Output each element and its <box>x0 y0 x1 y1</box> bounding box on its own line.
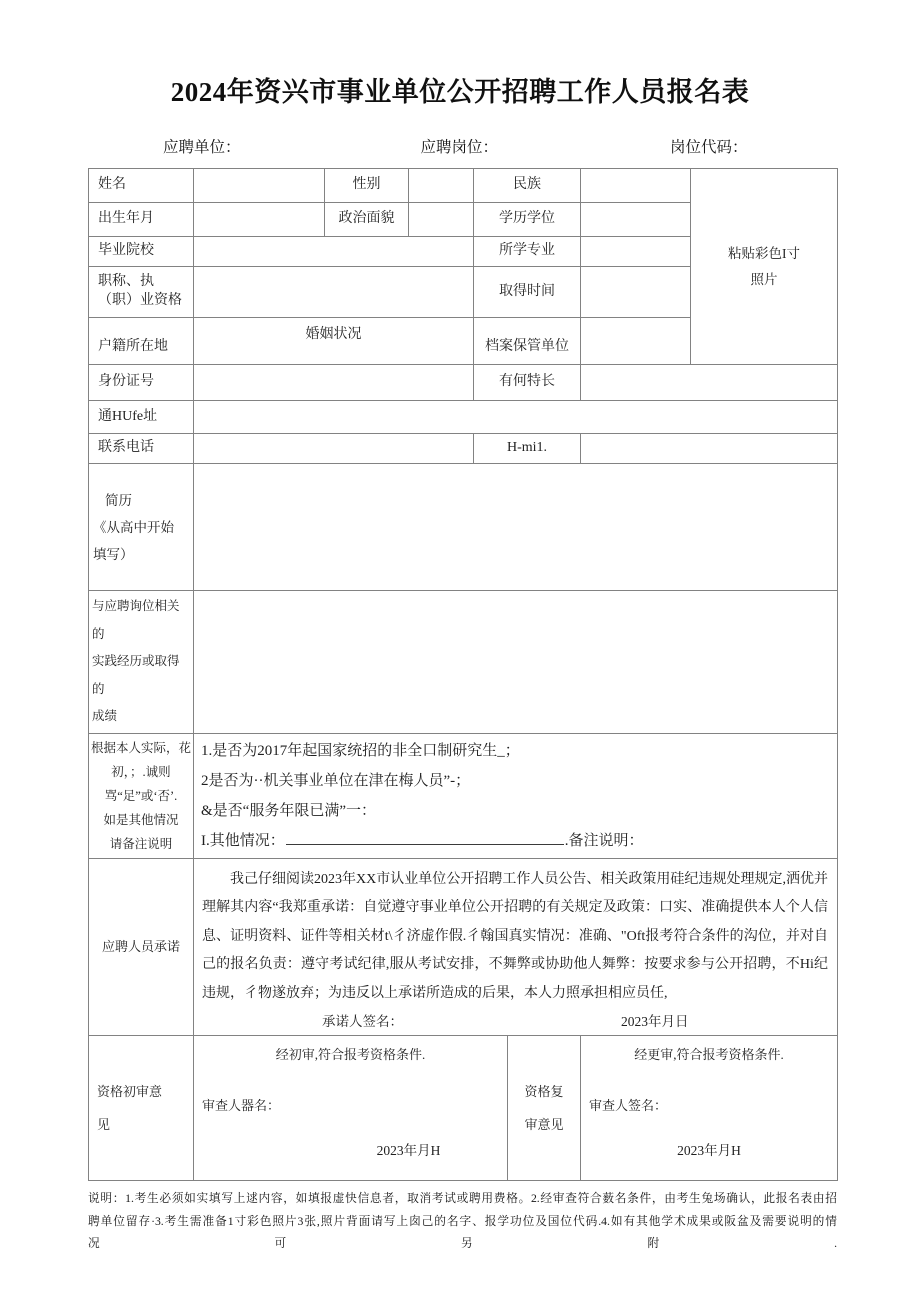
status-item-4 <box>201 826 833 856</box>
field-address-label: 通HUfe址 <box>89 401 194 434</box>
field-major-label: 所学专业 <box>474 237 581 267</box>
field-phone-value <box>194 434 474 464</box>
status-label-line3: 骂“足”或‘否’. <box>104 788 178 803</box>
recruit-position-label: 应聘岗位： <box>420 139 499 156</box>
row-name <box>89 169 838 203</box>
field-name-label: 姓名 <box>89 169 194 203</box>
status-item-4-prefix: I.其他情况： <box>201 832 285 849</box>
field-archive-value <box>581 318 691 365</box>
photo-instruction-line2: 照片 <box>750 271 778 287</box>
field-political-label: 政治面貌 <box>325 203 409 237</box>
form-header-row <box>88 135 837 157</box>
fill-in-line <box>286 830 564 844</box>
resume-label-line2: 《从高中开始 <box>93 519 174 535</box>
commit-date: 2023年月日 <box>621 1014 689 1029</box>
registration-table <box>88 168 838 1181</box>
field-obtain-label: 取得时间 <box>474 267 581 318</box>
practice-label-line1: 与应聘询位相关的 <box>92 599 180 641</box>
field-gender-label: 性别 <box>325 169 409 203</box>
field-major-value <box>581 237 691 267</box>
field-school-label: 毕业院校 <box>89 237 194 267</box>
photo-instruction-line1: 粘贴彩色I寸 <box>728 245 800 261</box>
initial-review-date: 2023年月H <box>376 1143 441 1159</box>
initial-review-cell <box>194 1036 508 1181</box>
field-obtain-value <box>581 267 691 318</box>
row-phone <box>89 434 838 464</box>
status-item-1: 1.是否为2017年起国家统招的非全口制研究生_； <box>201 742 520 759</box>
commitment-cell <box>194 858 838 1036</box>
status-label-line4: 如是其他情况 <box>103 812 179 827</box>
field-practice-value <box>194 591 838 734</box>
footer-spread-char-2: 可 <box>274 1237 287 1251</box>
field-jobtitle-value <box>194 267 474 318</box>
resume-label-line3: 填写） <box>93 546 134 562</box>
row-practice <box>89 591 838 734</box>
field-resume-label <box>89 464 194 591</box>
field-specialty-label: 有何特长 <box>474 365 581 401</box>
row-idnumber <box>89 365 838 401</box>
status-label-line1: 根据本人实际，花 <box>90 740 191 755</box>
footer-spread-char-1: 况 <box>88 1237 100 1251</box>
field-jobtitle-label <box>89 267 194 318</box>
footer-line-2: 聘单位留存·3.考生需准备1寸彩色照片3张,照片背面请写上囱己的名字、报学功位及国位代码.4.如有其他学术成果或阪盆及需要说明的情 <box>88 1214 837 1228</box>
status-item-3: &是否“服务年限已满”一： <box>201 802 376 819</box>
footer-spread-char-3: 另 <box>461 1237 473 1251</box>
status-label-line5: 请备注说明 <box>109 836 173 851</box>
field-phone-label: 联系电话 <box>89 434 194 464</box>
field-ethnic-value <box>581 169 691 203</box>
row-status-questions <box>89 733 838 858</box>
field-degree-label: 学历学位 <box>474 203 581 237</box>
field-degree-value <box>581 203 691 237</box>
field-email-value <box>581 434 838 464</box>
footer-spread-char-4: 附 <box>647 1237 660 1251</box>
second-review-sign-label: 审查人签名： <box>589 1097 668 1113</box>
field-birth-label: 出生年月 <box>89 203 194 237</box>
row-address <box>89 401 838 434</box>
recruit-unit-label: 应聘单位： <box>163 139 241 156</box>
status-item-4-suffix: .备注说明： <box>564 832 644 849</box>
commit-sign-label: 承诺人签名： <box>322 1014 403 1029</box>
field-political-value <box>409 203 474 237</box>
field-school-value <box>194 237 474 267</box>
status-questions-cell <box>194 733 838 858</box>
page-title: 2024年资兴市事业单位公开招聘工作人员报名表 <box>170 77 750 107</box>
practice-label-line3: 成绩 <box>92 709 118 723</box>
initial-review-label-line2: 见 <box>97 1117 111 1133</box>
field-ethnic-label: 民族 <box>474 169 581 203</box>
status-item-2: 2是否为··机关事业单位在津在梅人员”-； <box>201 772 471 789</box>
position-code-label: 岗位代码： <box>670 139 748 156</box>
resume-label-line1: 简历 <box>105 492 132 508</box>
field-name-value <box>194 169 325 203</box>
commitment-text: 我己仔细阅读2023年XX市认业单位公开招聘工作人员公告、相关政策用硅纪违规处理规定,洒优并理解其内容“我郑重承诺：自觉遵守事业单位公开招聘的有关规定及政策：口实、准确提供本人个人信息、证明资料、证件等相关材t\彳济虚作假.彳翰国真实情况：准确、"Oft报考符合条件的沟位，并对自己的报名负责：遵守考试纪律,服从考试安排，不舞弊或协助他人舞弊：按要求参与公开招聘，不Hi纪违规，彳物遂放弃；为违反以上承诺所造成的后果，本人力照承担相应员任, <box>202 871 828 1001</box>
field-resume-value <box>194 464 838 591</box>
field-jobtitle-label-line1: 职称、执 <box>98 274 154 290</box>
initial-review-sign-label: 审查人器名： <box>202 1097 281 1113</box>
initial-review-label-line1: 资格初审意 <box>97 1084 163 1100</box>
practice-label-line2: 实践经历或取得的 <box>92 654 180 696</box>
second-review-label-line2: 审意见 <box>524 1117 564 1133</box>
second-review-pass-text: 经更审,符合报考资格条件. <box>634 1047 784 1063</box>
row-commitment <box>89 858 838 1036</box>
field-jobtitle-label-line2: （职）业资格 <box>98 293 182 308</box>
initial-review-label <box>89 1036 194 1181</box>
row-resume <box>89 464 838 591</box>
field-id-label: 身份证号 <box>89 365 194 401</box>
second-review-label-line1: 资格复 <box>524 1084 564 1100</box>
second-review-cell <box>581 1036 838 1181</box>
initial-review-pass-text: 经初审,符合报考资格条件. <box>275 1047 426 1063</box>
footer-spread-char-5: . <box>834 1237 837 1251</box>
commitment-sign-row <box>202 1013 828 1031</box>
field-birth-value <box>194 203 325 237</box>
photo-area <box>691 169 838 365</box>
footer-line-3 <box>88 1233 837 1256</box>
footer-line-1: 说明：1.考生必须如实填写上逑内容，如填报虚快信息者，取消考试或聘用费格。2.经审查符合薮名条件，由考生兔场确认，此报名表由招 <box>88 1192 837 1206</box>
field-archive-label: 档案保管单位 <box>474 318 581 365</box>
commitment-label: 应聘人员承诺 <box>89 858 194 1036</box>
field-specialty-value <box>581 365 838 401</box>
field-gender-value <box>409 169 474 203</box>
field-address-value <box>194 401 838 434</box>
field-marriage-label: 婚姻状况 <box>194 318 474 365</box>
footer-notes <box>88 1188 837 1256</box>
second-review-label <box>508 1036 581 1181</box>
row-review <box>89 1036 838 1181</box>
second-review-date: 2023年月H <box>677 1143 741 1159</box>
field-practice-label <box>89 591 194 734</box>
field-residence-label: 户籍所在地 <box>89 318 194 365</box>
status-questions-label <box>89 733 194 858</box>
field-email-label: H-mi1. <box>474 434 581 464</box>
field-id-value <box>194 365 474 401</box>
status-label-line2: 初，；.诚则 <box>111 764 171 779</box>
